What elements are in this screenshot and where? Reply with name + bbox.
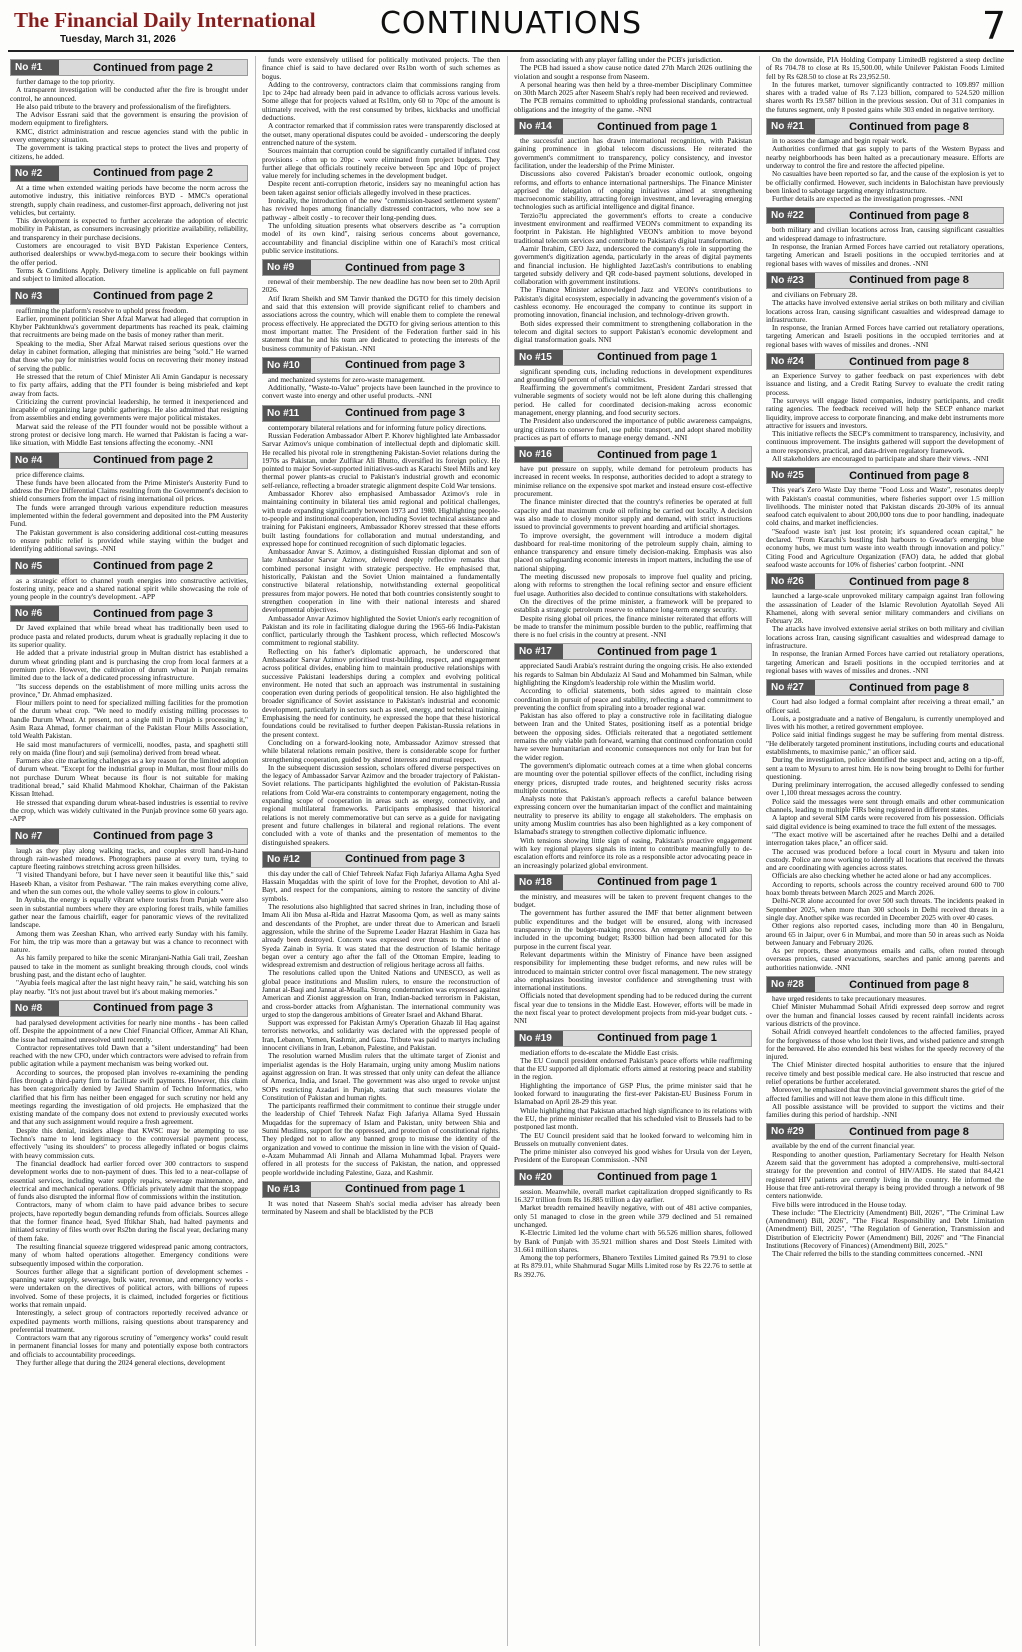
column-divider bbox=[507, 56, 508, 1646]
story-header bbox=[766, 679, 1004, 696]
story-paragraph: All possible assistance will be provided to support the victims and their families during this period of hardship. -NNI bbox=[766, 1101, 1004, 1120]
story-paragraph: The resolutions called upon the United Nations and UNESCO, as well as global peace institutions and Muslim rulers, to ensure the reconstruction of Jannat al-Baqi and Jannat al-Mualla. Strong condemnation was expressed against American and Zionist aggression on Iran, Indian-backed terrorism in Pakistan, and cross-border attacks from Afghanistan. The international community was urged to stop the dangerous ambitions of Greater Israel and Akhand Bharat. bbox=[262, 968, 500, 1019]
story-paragraph: In response, the Iranian Armed Forces have carried out retaliatory operations, targeting American and Israeli positions in the occupied territories and at regional bases with waves of missiles and drones. -NNI bbox=[766, 323, 1004, 349]
story bbox=[514, 874, 752, 1026]
story-paragraph: These include: "The Electricity (Amendment) Bill, 2026", "The Criminal Law (Amendment) Bill, 2026", "The Fiscal Responsibility and Debt Limitation (Amendment) Bill, 2025", "The Regulation of Generation, Transmission and Distribution of Electricity Power (Amendment) Bill, 2026" and "The Financial Institutions (Recovery of Finances) (Amendment) Bill, 2025." bbox=[766, 1207, 1004, 1251]
story-paragraph: While highlighting that Pakistan attached high significance to its relations with the EU, the prime minister recalled that his scheduled visit to Brussels had to be postponed last month. bbox=[514, 1105, 752, 1132]
story-paragraph: Responding to another question, Parliamentary Secretary for Health Nelson Azeem said that the government has adopted a comprehensive, multi-sectoral strategy for the prevention and control of HIV/AIDS. He stated that 84,421 registered HIV patients are currently living in the country. He informed the House that free anti-retroviral therapy is being provided through a network of 98 centers nationwide. bbox=[766, 1149, 1004, 1201]
story bbox=[766, 207, 1004, 267]
story-paragraph: Police said the messages were sent through emails and other communication channels, leading to multiple FIRs being registered in different states. bbox=[766, 796, 1004, 815]
story-paragraph: Court had also lodged a formal complaint after receiving a threat email," an officer said. bbox=[766, 697, 1004, 715]
continued-label: Continued from page 3 bbox=[345, 359, 465, 372]
story-number: No #1 bbox=[11, 60, 59, 75]
story-paragraph: A personal hearing was then held by a three-member Disciplinary Committee on 30th March 2025 after Naseem Shah's reply had been received and reviewed. bbox=[514, 79, 752, 98]
story-number: No #4 bbox=[11, 453, 59, 468]
story-paragraph: At a time when extended waiting periods have become the norm across the automotive industry, this initiative reinforces BYD - MMC's operational strength, supply chain readiness, and customer-first approach, delivering not just vehicles, but certainty. bbox=[10, 182, 248, 217]
story-paragraph: Contractors warn that any rigorous scrutiny of "emergency works" could result in permanent financial losses for many and potentially expose both contractors and officials to accountability proceedings. bbox=[10, 1333, 248, 1359]
story-paragraph: Ambassador Anvar S. Azimov, a distinguished Russian diplomat and son of late Ambassador Sarvar Azimov, delivered deeply reflective remarks that combined personal insight with strategic perspective. He emphasised that, historically, Pakistan and the Soviet Union maintained a fundamentally constructive bilateral relationship, notwithstanding external geopolitical pressures from major powers. He noted that both countries consistently sought to strengthen cooperation in line with their national interests and shared developmental objectives. bbox=[262, 547, 500, 615]
story-paragraph: Both sides expressed their commitment to strengthening collaboration in the telecom and digital sectors to support Pakistan's economic development and digital transformation goals. NNI bbox=[514, 318, 752, 345]
story-paragraph: Discussions also covered Pakistan's broader economic outlook, ongoing reforms, and efforts to enhance international partnerships. The Finance Minister apprised the delegation of ongoing initiatives aimed at strengthening macroeconomic stability, attracting foreign investment, and leveraging emerging technologies such as artificial intelligence and digital finance. bbox=[514, 169, 752, 212]
story-paragraph: This development is expected to further accelerate the adoption of electric mobility in Pakistan, as consumers increasingly prioritize availability, reliability, and transparency in their purchase decisions. bbox=[10, 216, 248, 242]
story-number: No #18 bbox=[515, 875, 563, 890]
story-paragraph: The PCB remains committed to upholding professional standards, contractual obligations and the integrity of the game. -NNI bbox=[514, 96, 752, 114]
story-paragraph: He said most manufacturers of vermicelli, noodles, pasta, and spaghetti still rely on maida (fine flour) and suji (semolina) derived from bread wheat. bbox=[10, 739, 248, 757]
continued-label: Continued from page 8 bbox=[849, 1125, 969, 1138]
story-paragraph: Pakistan has also offered to play a constructive role in facilitating dialogue between Iran and the United States, positioning itself as a potential bridge between the opposing sides. Officials reiterated that a negotiated settlement remains the only viable path forward, warning that continued confrontation could have severe humanitarian and economic consequences not only for Iran but for the wider region. bbox=[514, 711, 752, 762]
continued-label: Continued from page 2 bbox=[93, 454, 213, 467]
story-header bbox=[10, 828, 248, 845]
story-paragraph: The participants reaffirmed their commitment to continue their struggle under the leadership of Chief Tehreek Nafaz Fiqh Jafariya Allama Syed Hussain Muqaddas for the supremacy of Islam and Pakistan, unity between Shia and Sunni Muslims, support for the oppressed, and protection of constitutional rights. They pledged not to allow any banned group to misuse the identity of the organization and vowed to continue the mission in line with the vision of Quaid-e-Azam Muhammad Ali Jinnah and Allama Muhammad Iqbal. Prayers were offered in all protests for the success of Pakistan, the nation, and oppressed people worldwide including Palestine, Gaza, and Kashmir. bbox=[262, 1101, 500, 1177]
continued-label: Continued from page 8 bbox=[849, 978, 969, 991]
story-header bbox=[514, 1169, 752, 1186]
story-paragraph: As his family prepared to hike the scenic Miranjani-Nathia Gali trail, Zeeshan paused to take in the moment as sunlight breaking through clouds, cool winds brushing past, and the distant echo of laughter. bbox=[10, 953, 248, 980]
story-paragraph: The surveys will engage listed companies, industry participants, and credit rating agencies. The feedback received will help the SECP enhance market liquidity, improve access to corporate financing, and make debt instruments more attractive for issuers and investors. bbox=[766, 395, 1004, 430]
story-paragraph: Delhi-NCR alone accounted for over 500 such threats. The incidents peaked in September 2025, when more than 300 schools in Delhi received threats in a single day. Another spike was recorded in December 2025 with over 40 cases. bbox=[766, 896, 1004, 922]
story-paragraph: The attacks have involved extensive aerial strikes on both military and civilian locations across Iran, causing significant casualties and widespread damage to infrastructure. bbox=[766, 298, 1004, 324]
continued-label: Continued from page 3 bbox=[93, 607, 213, 620]
story bbox=[10, 59, 248, 161]
story-number: No #17 bbox=[515, 644, 563, 659]
story bbox=[514, 56, 752, 114]
continued-label: Continued from page 1 bbox=[597, 120, 717, 133]
story bbox=[10, 605, 248, 823]
story-number: No #6 bbox=[11, 606, 59, 621]
story-paragraph: The EU Council president said that he looked forward to welcoming him in Brussels on mutually convenient dates. bbox=[514, 1130, 752, 1148]
story-header bbox=[766, 1123, 1004, 1140]
story-paragraph: this day under the call of Chief Tehreek Nafaz Fiqh Jafariya Allama Agha Syed Hassain Muqaddas with the spirit of love for the Prophet, devotion to Ahl al-Bayt, and respect for the companions, aiming to restore the sanctity of divine symbols. bbox=[262, 868, 500, 903]
story-paragraph: Authorities confirmed that gas supply to parts of the Western Bypass and nearby neighborhoods has been halted as a precautionary measure. Efforts are underway to control the fire and restore the affected pipeline. bbox=[766, 144, 1004, 170]
story-paragraph: Relevant departments within the Ministry of Finance have been assigned responsibility for implementing these budget reforms, and new rules will be introduced to maintain stricter control over fiscal management. The new strategy also emphasizes boosting investor confidence and strengthening trust with international institutions. bbox=[514, 949, 752, 993]
story-paragraph: Additionally, "Waste-to-Value" projects have been launched in the province to convert waste into energy and other useful products. -NNI bbox=[262, 383, 500, 401]
story-paragraph: The government has further assured the IMF that better alignment between public expenditures and the budget will be ensured, along with increased transparency in the budget-making process. An emergency fund will also be included in the upcoming budget; Rs300 billion had been allocated for this purpose in the current fiscal year. bbox=[514, 908, 752, 951]
story-paragraph: Louis, a postgraduate and a native of Bengaluru, is currently unemployed and lives with his mother, a retired government employee. bbox=[766, 713, 1004, 732]
story-number: No #9 bbox=[263, 260, 311, 275]
story-paragraph: Contractors, many of whom claim to have paid advance bribes to secure projects, have reportedly begun demanding refunds from officials. Sources allege that the former finance head, Syed Iftikhar Shah, had halted payments and initiated scrutiny of files worth over Rs2bn during the fiscal year, declaring many of them fake. bbox=[10, 1200, 248, 1243]
continued-label: Continued from page 2 bbox=[93, 290, 213, 303]
continued-label: Continued from page 1 bbox=[345, 1183, 465, 1196]
story-paragraph: Reflecting on his father's diplomatic approach, he underscored that Ambassador Sarvar Azimov prioritised trust-building, respect, and engagement across political divides, enabling him to maintain productive relationships with successive Pakistani leaderships during a complex and evolving political environment. He noted that such an approach was instrumental in sustaining cooperation even during periods of geopolitical tension. He also highlighted the broader significance of Soviet assistance to Pakistan's industrial and economic development, particularly in sectors such as steel, energy, and technical training. Emphasising the need for continuity, he expressed the hope that these historical foundations could be revitalised to further deepen Pakistan-Russia relations in the present context. bbox=[262, 646, 500, 739]
story bbox=[514, 643, 752, 869]
story bbox=[766, 467, 1004, 569]
story-header bbox=[10, 1000, 248, 1017]
story-header bbox=[10, 558, 248, 575]
story-number: No #7 bbox=[11, 829, 59, 844]
story-paragraph: This year's Zero Waste Day theme "Food Loss and Waste", resonates deeply with Pakistan's coastal communities, where fisheries support over 1.5 million livelihoods. The minister noted that Pakistan discards 20-30% of its annual seafood catch equivalent to about 200,000 tons due to poor handling, inadequate cold chains, and market inefficiencies. bbox=[766, 485, 1004, 528]
story-header bbox=[766, 573, 1004, 590]
story-number: No #27 bbox=[767, 680, 815, 695]
story-number: No #22 bbox=[767, 208, 815, 223]
story-number: No #15 bbox=[515, 350, 563, 365]
story-paragraph: According to reports, schools across the country received around 600 to 700 hoax bomb threats between March 2025 and March 2026. bbox=[766, 879, 1004, 898]
continued-label: Continued from page 8 bbox=[849, 120, 969, 133]
story-paragraph: further damage to the top priority. bbox=[16, 77, 115, 86]
column-4 bbox=[766, 56, 1004, 1646]
columns-container bbox=[10, 56, 1012, 1646]
story-paragraph: The accused was produced before a local court in Mysuru and taken into custody. Police are now working to identify all locations that received the threats and are coordinating with agencies across states. bbox=[766, 846, 1004, 873]
story-paragraph: price difference claims. bbox=[16, 469, 85, 479]
story-paragraph: Sources maintain that corruption could be significantly curtailed if inflated cost provisions - often up to 20pc - were eliminated from project budgets. They further allege that officials routinely receive between 5pc and 10pc of project value merely for including schemes in the development budget. bbox=[262, 146, 500, 181]
continued-label: Continued from page 3 bbox=[345, 853, 465, 866]
continued-label: Continued from page 3 bbox=[93, 830, 213, 843]
continued-label: Continued from page 8 bbox=[849, 209, 969, 222]
story-header bbox=[766, 118, 1004, 135]
story bbox=[10, 288, 248, 448]
story-paragraph: The finance minister directed that the country's refineries be operated at full capacity and that maximum crude oil refining be carried out locally. A decision was also made to closely monitor supply and demand, with strict instructions issued to provincial governments to prevent hoarding and artificial shortages. bbox=[514, 497, 752, 532]
story bbox=[10, 165, 248, 284]
story-number: No #24 bbox=[767, 354, 815, 369]
story-paragraph: Speaking to the media, Sher Afzal Marwat raised serious questions over the delay in cabinet formation, alleging that ministries are being "sold." He warned that those who pay for ministries would focus on recovering their money instead of serving the public. bbox=[10, 338, 248, 373]
story-paragraph: in to assess the damage and begin repair work. bbox=[772, 136, 908, 146]
story-paragraph: According to official statements, both sides agreed to maintain close coordination in pursuit of peace and stability, reflecting a shared commitment to preventing the conflict from spiraling into a broader regional war. bbox=[514, 686, 752, 712]
story-header bbox=[766, 976, 1004, 993]
story bbox=[514, 118, 752, 344]
story-paragraph: renewal of their membership. The new deadline has now been set to 20th April 2026. bbox=[262, 277, 500, 295]
story bbox=[766, 573, 1004, 675]
story-number: No #3 bbox=[11, 289, 59, 304]
story bbox=[766, 1123, 1004, 1258]
story-header bbox=[514, 1030, 752, 1047]
issue-date: Tuesday, March 31, 2026 bbox=[60, 34, 176, 45]
story-paragraph: Analysts note that Pakistan's approach reflects a careful balance between expressing concern over the humanitarian impact of the conflict and maintaining neutrality to preserve its ability to engage all stakeholders. The emphasis on unity among Muslim countries has also been highlighted as a key component of Islamabad's strategy to strengthen collective diplomatic influence. bbox=[514, 794, 752, 837]
story-paragraph: K-Electric Limited led the volume chart with 56.526 million shares, followed by Bank of Punjab with 35.921 million shares and Dost Steels Limited with 31.661 million shares. bbox=[514, 1228, 752, 1254]
story-paragraph: The Chair referred the bills to the standing committees concerned. -NNI bbox=[772, 1249, 983, 1259]
story-header bbox=[10, 452, 248, 469]
story-paragraph: During preliminary interrogation, the accused allegedly confessed to sending over 1,100 threat messages across the country. bbox=[766, 780, 1004, 798]
story-paragraph: The Pakistan government is also considering additional cost-cutting measures to ensure public relief is provided while staying within the budget and identifying additional savings. -NNI bbox=[10, 527, 248, 554]
story-paragraph: Further details are expected as the investigation progresses. -NNI bbox=[772, 194, 963, 204]
story-paragraph: launched a large-scale unprovoked military campaign against Iran following the assassination of Leader of the Islamic Revolution Ayatollah Seyed Ali Khamenei, along with several senior military commanders and civilians on February 28. bbox=[766, 591, 1004, 626]
story bbox=[766, 976, 1004, 1119]
story-paragraph: This initiative reflects the SECP's commitment to transparency, inclusivity, and continuous improvement. The insights gathered will support the development of a more responsive, practical, and data-driven regulatory framework. bbox=[766, 429, 1004, 455]
story-paragraph: and civilians on February 28. bbox=[772, 289, 858, 299]
story-paragraph: The resulting financial squeeze triggered widespread panic among contractors, many of whom halted operations altogether. Emergency conditions were subsequently imposed within the corporation. bbox=[10, 1241, 248, 1268]
story-header bbox=[514, 446, 752, 463]
story-number: No #28 bbox=[767, 977, 815, 992]
story-paragraph: Terms & Conditions Apply. Delivery timeline is applicable on full payment and subject to limited allocation. bbox=[10, 265, 248, 284]
story-paragraph: He added that a private industrial group in Multan district has established a durum wheat grinding plant and is purchasing the crop from local farmers at a premium price. However, the cultivation of durum wheat in Punjab remains limited due to the lack of a dedicated processing infrastructure. bbox=[10, 648, 248, 683]
story-paragraph: Ambassador Khorev also emphasised Ambassador Azimov's role in maintaining continuity in bilateral ties amid regional and political challenges, with trade expanding significantly between 1973 and 1980. Highlighting people-to-people and institutional cooperation, including Soviet technical assistance and training for Pakistani engineers, Ambassador Khorev stressed that these efforts built lasting foundations for collaboration and mutual understanding, and expressed hope for continued recognition of such diplomatic legacies. bbox=[262, 489, 500, 548]
story-paragraph: In Ayubia, the energy is equally vibrant where tourists from Punjab were also seen in substantial numbers where they are exploring forest trails, while families gather near the famous chairlift, eager for panoramic views of the revitalized landscape. bbox=[10, 895, 248, 930]
story-number: No #23 bbox=[767, 273, 815, 288]
continued-label: Continued from page 1 bbox=[597, 448, 717, 461]
story-number: No #10 bbox=[263, 358, 311, 373]
story bbox=[262, 259, 500, 353]
story-paragraph: The attacks have involved extensive aerial strikes on both military and civilian locations across Iran, causing significant casualties and widespread damage to infrastructure. bbox=[766, 624, 1004, 651]
story-paragraph: Highlighting the importance of GSP Plus, the prime minister said that he looked forward to inaugurating the first-ever Pakistan-EU Business Forum in Islamabad on April 28-29 this year. bbox=[514, 1080, 752, 1107]
story-paragraph: appreciated Saudi Arabia's restraint during the ongoing crisis. He also extended his regards to Salman bin Abdulaziz Al Saud and Mohammed bin Salman, while highlighting the Kingdom's leadership role within the Muslim world. bbox=[514, 661, 752, 687]
story-paragraph: Concluding on a forward-looking note, Ambassador Azimov stressed that while bilateral relations remain positive, there is considerable scope for further strengthening cooperation, guided by shared interests and mutual respect. bbox=[262, 737, 500, 764]
story-paragraph: Among them was Zeeshan Khan, who arrived early Sunday with his family. For him, the trip was more than a getaway but was a chance to reconnect with nature. bbox=[10, 928, 248, 955]
continued-label: Continued from page 8 bbox=[849, 469, 969, 482]
story-header bbox=[514, 874, 752, 891]
masthead bbox=[8, 6, 1014, 52]
story-paragraph: "Seafood waste isn't just lost protein; it's squandered ocean capital," he declared. "From Karachi's bustling fish harbours to Gwadar's emerging blue economy hubs, we must turn waste into wealth through innovation and policy." Citing Food and Agriculture Organization (FAO) data, he added that global seafood waste accounts for 10% of fisheries' carbon footprint. -NNI bbox=[766, 526, 1004, 569]
story bbox=[10, 828, 248, 996]
story-header bbox=[262, 357, 500, 374]
story-paragraph: During the investigation, police identified the suspect and, acting on a tip-off, sent a team to Mysuru to arrest him. He is now being brought to Delhi for further questioning. bbox=[766, 755, 1004, 781]
story-paragraph: Other regions also reported cases, including more than 40 in Bengaluru, around 65 in Jaipur, over 6 in Mumbai, and more than 50 in areas such as Noida between January and February 2026. bbox=[766, 921, 1004, 947]
story-paragraph: Sources further allege that a significant portion of development schemes - spanning water supply, sewerage, bulk water, revenue, and emergency works - were undertaken on the directives of political actors, with billions of rupees involved. Some of these projects, it is claimed, included forgeries or fictitious works that remain unpaid. bbox=[10, 1266, 248, 1309]
story-paragraph: As per reports, these anonymous emails and calls, often routed through overseas proxies, caused evacuations, searches and panic among parents and authorities nationwide. -NNI bbox=[766, 946, 1004, 972]
column-divider bbox=[759, 56, 760, 1646]
story-paragraph: Ambassador Anvar Azimov highlighted the Soviet Union's early recognition of Pakistan and its role in facilitating dialogue during the 1965-66 India-Pakistan conflict, particularly through the Tashkent process, which reflected Moscow's commitment to regional stability. bbox=[262, 613, 500, 648]
story bbox=[514, 1169, 752, 1279]
story-paragraph: It was noted that Naseem Shah's social media adviser has already been terminated by Naseem and shall be blacklisted by the PCB bbox=[262, 1198, 500, 1217]
story-number: No #13 bbox=[263, 1182, 311, 1197]
story bbox=[262, 56, 500, 255]
story-header bbox=[766, 272, 1004, 289]
story-paragraph: The financial deadlock had earlier forced over 300 contractors to suspend development works due to non-payment of dues. This led to a near-collapse of essential services, including water supply repairs, sewerage maintenance, and electrical and mechanical operations. Officials privately admit that the stoppage of funds also disrupted the informal flow of commissions within the institution. bbox=[10, 1158, 248, 1202]
story-paragraph: session. Meanwhile, overall market capitalization dropped significantly to Rs 16.327 trillion from Rs 16.885 trillion a day earlier. bbox=[514, 1186, 752, 1205]
story-paragraph: Sohail Afridi conveyed heartfelt condolences to the affected families, prayed for the forgiveness of those who lost their lives, and wished patience and strength for the bereaved. He also extended his best wishes for the speedy recovery of the injured. bbox=[766, 1027, 1004, 1062]
story-paragraph: According to sources, the proposed plan involves re-examining the pending files through a third-party firm to facilitate swift payments. However, this claim has been categorically denied by Javed Shamim of Techno Informatics, who clarified that his firm has neither been engaged for such scrutiny nor held any meetings regarding the investigation of old projects. He emphasized that the existing mandate of the company does not extend to previously executed works and that any such assignment would require a fresh agreement. bbox=[10, 1067, 248, 1127]
column-1 bbox=[10, 56, 248, 1646]
story-paragraph: In the subsequent discussion session, scholars offered diverse perspectives on the legacy of Ambassador Sarvar Azimov and the broader trajectory of Pakistan-Soviet relations. The participants highlighted the evolution of Pakistan-Russia relations from Cold War-era constraints to contemporary engagement, noting the expanding scope of cooperation in areas such as energy, connectivity, and regional multilateral frameworks. Participants emphasised that historical relations is not merely commemorative but can serve as a guide for navigating present and future challenges in bilateral and regional relations. The event concluded with a vote of thanks and the presentation of mementos to the distinguished speakers. bbox=[262, 762, 500, 847]
page-number: 7 bbox=[981, 4, 1006, 48]
story-paragraph: Market breadth remained heavily negative, with out of 481 active companies, only 51 managed to close in the green while 379 declined and 51 remained unchanged. bbox=[514, 1203, 752, 1229]
story-header bbox=[10, 605, 248, 622]
story-paragraph: the successful auction has drawn international recognition, with Pakistan gaining prominence in global telecom discussions. He reiterated the government's commitment to transparency, policy consistency, and investor facilitation, under the leadership of the Prime Minister. bbox=[514, 136, 752, 170]
story-paragraph: The unfolding situation presents what observers describe as "a corruption model of its own kind", raising serious concerns about governance, accountability and financial discipline within one of Karachi's most critical public service institutions. bbox=[262, 220, 500, 255]
story-paragraph: On the directives of the prime minister, a framework will be prepared to establish a strategic petroleum reserve to enhance long-term energy security. bbox=[514, 596, 752, 615]
story-header bbox=[766, 353, 1004, 370]
continued-label: Continued from page 8 bbox=[849, 274, 969, 287]
story-paragraph: The President also underscored the importance of public awareness campaigns, urging citizens to conserve fuel, use public transport, and adopt shared mobility practices as part of efforts to manage energy demand. -NNI bbox=[514, 416, 752, 442]
story-paragraph: KMC, district administration and rescue agencies stand with the public in every emergency situation. bbox=[10, 126, 248, 145]
story-paragraph: Among the top performers, Bhanero Textiles Limited gained Rs 79.91 to close at Rs 879.01, while Shahmurad Sugar Mills Limited rose by Rs 22.76 to settle at Rs 392.76. bbox=[514, 1253, 752, 1279]
story-paragraph: Earlier, prominent politician Sher Afzal Marwat had alleged that corruption in Khyber Pakhtunkhwa's government departments has reached its peak, claiming that recruitments are being made on the basis of money rather than merit. bbox=[10, 313, 248, 340]
continued-label: Continued from page 8 bbox=[849, 575, 969, 588]
story-paragraph: These funds have been allocated from the Prime Minister's Austerity Fund to address the Price Differential Claims resulting from the Government's decision to shield consumers from the impact of rising international oil prices. bbox=[10, 477, 248, 504]
section-title: CONTINUATIONS bbox=[379, 6, 643, 41]
story-paragraph: Officials are also checking whether he acted alone or had any accomplices. bbox=[772, 871, 992, 881]
story-paragraph: A laptop and several SIM cards were recovered from his possession. Officials said digital evidence is being examined to trace the full extent of the messages. bbox=[766, 813, 1004, 831]
story-paragraph: Support was expressed for Pakistan Army's Operation Ghazab lil Haq against terrorists networks, and solidarity was declared with the oppressed people of Iran, Lebanon, Yemen, Kashmir, and Gaza. Tribute was paid to martyrs including innocent civilians in Iran, Lebanon, Palestine, and Pakistan. bbox=[262, 1018, 500, 1053]
story-paragraph: The EU Council president endorsed Pakistan's peace efforts while reaffirming that the EU supported all diplomatic efforts aimed at restoring peace and stability in the region. bbox=[514, 1055, 752, 1082]
story-paragraph: All stakeholders are encouraged to participate and share their views. -NNI bbox=[772, 453, 989, 463]
story bbox=[766, 118, 1004, 203]
story-number: No #2 bbox=[11, 166, 59, 181]
story-paragraph: as a strategic effort to channel youth energies into constructive activities, fostering unity, peace and a shared national spirit while showcasing the role of young people in the country's development. -APP bbox=[10, 575, 248, 602]
story bbox=[262, 851, 500, 1177]
story bbox=[766, 272, 1004, 349]
story-paragraph: To improve oversight, the government will introduce a modern digital dashboard for real-time monitoring of the petroleum supply chain, aiming to enhance transparency and ensure timely decision-making. Emphasis was also placed on safeguarding economic interests in import matters, including the use of national shipping. bbox=[514, 530, 752, 573]
story-paragraph: A contractor remarked that if commission rates were transparently disclosed at the outset, many operational disputes could be avoided - underscoring the deeply entrenched nature of the system. bbox=[262, 121, 500, 147]
continued-label: Continued from page 1 bbox=[597, 645, 717, 658]
story-paragraph: Despite this denial, insiders allege that KWSC may be attempting to use Techno's name to lend legitimacy to the controversial payment process, effectively "using its shoulders" to process allegedly inflated or bogus claims with heavy commission cuts. bbox=[10, 1125, 248, 1160]
story-number: No #14 bbox=[515, 119, 563, 134]
story-header bbox=[766, 207, 1004, 224]
story-paragraph: Contractor representatives told Dawn that a "silent understanding" had been reached with the new CFO, under which contractors were advised to refrain from public agitation while a payment mechanism was being worked out. bbox=[10, 1042, 248, 1069]
story-header bbox=[514, 118, 752, 135]
story-paragraph: Criticizing the current provincial leadership, he termed it inexperienced and incapable of organizing large public gatherings. He also admitted that resigning from assemblies and ending governments were major political mistakes. bbox=[10, 396, 248, 423]
story-paragraph: The resolutions also highlighted that sacred shrines in Iran, including those of Imam Ali ibn Musa al-Rida and Hazrat Masooma Qom, as well as many saints and descendants of the Prophet, are under threat due to American and Israeli aggression, while the shrine of the Supreme Leader Hazrat Hashim in Gaza has already been destroyed. Concern was expressed over threats to the shrine of Syeda Zainab in Syria. It was stated that the destruction of Islamic heritage began over a century ago after the fall of the Ottoman Empire, leading to widespread extremism and destruction of religious heritage across all faiths. bbox=[262, 902, 500, 970]
story-paragraph: The Finance Minister acknowledged Jazz and VEON's contributions to Pakistan's digital ecosystem, especially in advancing the government's vision of a cashless economy. He encouraged the company to continue its support in promoting innovation, financial inclusion, and technology-driven growth. bbox=[514, 285, 752, 320]
continued-label: Continued from page 1 bbox=[597, 1032, 717, 1045]
story-header bbox=[514, 349, 752, 366]
story-number: No #16 bbox=[515, 447, 563, 462]
story bbox=[262, 357, 500, 401]
story-number: No #20 bbox=[515, 1170, 563, 1185]
story-paragraph: Russian Federation Ambassador Albert P. Khorev highlighted late Ambassador Sarvar Azimov's unique combination of intellectual depth and diplomatic skill. He recalled his pivotal role in strengthening Pakistan-Soviet relations during the 1970s as Pakistan, under Zulfikar Ali Bhutto, diversified its foreign policy. He pointed to major Soviet-supported initiatives-such as Karachi Steel Mills and key thermal power plants-as crucial to Pakistan's industrial growth and economic self-reliance, reflecting a broader strategic alignment despite Cold War tensions. bbox=[262, 430, 500, 490]
story-paragraph: The government is taking practical steps to protect the lives and property of citizens, he added. bbox=[10, 143, 248, 161]
story-paragraph: The meeting discussed new proposals to improve fuel quality and pricing, along with reforms to strengthen the local refining sector and ensure efficient fuel usage. Authorities also decided to continue consultations with stakeholders. bbox=[514, 572, 752, 598]
story-paragraph: Reaffirming the government's commitment, President Zardari stressed that vulnerable segments of society would not be left alone during this challenging period. He called for coordinated decision-making across economic management, energy planning, and food security sectors. bbox=[514, 383, 752, 417]
story-paragraph: have put pressure on supply, while demand for petroleum products has increased in recent weeks. In response, authorities decided to adopt a strategy to minimise reliance on the expensive spot market and instead ensure cost-effective procurement. bbox=[514, 464, 752, 499]
story-number: No #25 bbox=[767, 468, 815, 483]
story-paragraph: Police said initial findings suggest he may be suffering from mental distress. "He deliberately targeted prominent institutions, including courts and educational establishments, to maximise panic," an officer said. bbox=[766, 730, 1004, 756]
story-paragraph: available by the end of the current financial year. bbox=[772, 1141, 915, 1151]
story-paragraph: from associating with any player falling under the PCB's jurisdiction. bbox=[520, 56, 723, 64]
story-paragraph: had paralysed development activities for nearly nine months - has been called off. Despite the appointment of a new Chief Financial Officer, Ammar Ali Khan, the issue had remained unresolved until recently. bbox=[10, 1017, 248, 1044]
story-paragraph: The Advisor Essrani said that the government is ensuring the provision of modern equipment to firefighters. bbox=[10, 110, 248, 128]
story-header bbox=[262, 405, 500, 422]
story-paragraph: A transparent investigation will be conducted after the fire is brought under control, he announced. bbox=[10, 85, 248, 103]
story-paragraph: Terzio?lu appreciated the government's efforts to create a conducive investment environment and reaffirmed VEON's commitment to expanding its footprint in Pakistan. He highlighted VEON's ambition to move beyond traditional telecom services and contribute to Pakistan's digital transformation. bbox=[514, 210, 752, 245]
story-paragraph: laugh as they play along walking tracks, and couples stroll hand-in-hand through rain-washed meadows. Photographers pause at every turn, trying to capture fleeting rainbows stretching across green hillsides. bbox=[10, 845, 248, 872]
story-paragraph: Interestingly, a select group of contractors reportedly received advance or expedited payments worth millions, raising questions about transparency and preferential treatment. bbox=[10, 1308, 248, 1334]
story bbox=[514, 1030, 752, 1165]
story-paragraph: He stressed that the return of Chief Minister Ali Amin Gandapur is necessary to fix party affairs, adding that the PTI founder is being misbriefed and kept away from facts. bbox=[10, 371, 248, 398]
story-paragraph: contemporary bilateral relations and for informing future policy directions. bbox=[268, 422, 487, 432]
story-paragraph: The resolution warned Muslim rulers that the ultimate target of Zionist and imperialist agendas is the Holy Haramain, urging unity among Muslim nations against aggression on Iran. It was stressed that only unity can defeat the alliance of America, India, and Israel. The government was also urged to revoke unjust SOPs restricting Azadari in Punjab, stating that such measures violate the Constitution of Pakistan and human rights. bbox=[262, 1051, 500, 1102]
story-paragraph: Chief Minister Muhammad Sohail Afridi expressed deep sorrow and regret over the human and financial losses caused by recent rainfall incidents across various districts of the province. bbox=[766, 1002, 1004, 1028]
story-paragraph: In response, the Iranian Armed Forces have carried out retaliatory operations, targeting American and Israeli positions in the occupied territories and at regional bases with waves of missiles and drones. -NNI bbox=[766, 242, 1004, 268]
continued-label: Continued from page 1 bbox=[597, 1171, 717, 1184]
continued-label: Continued from page 2 bbox=[93, 61, 213, 74]
continued-label: Continued from page 3 bbox=[345, 407, 465, 420]
story-paragraph: "I visited Thandyani before, but I have never seen it beautiful like this," said Haseeb Khan, a visitor from Peshawar. "The rain makes everything come alive, and when the sun comes out, the whole valley seems to glow in colours." bbox=[10, 870, 248, 897]
story bbox=[10, 558, 248, 602]
story-paragraph: Farmers also cite marketing challenges as a key reason for the limited adoption of durum wheat. "Except for the industrial group in Multan, most flour mills do not purchase Durum Wheat because its flour is not suitable for making traditional bread," said Khalid Mahmood Khokhar, Chairman of the Pakistan Kissan Ittehad. bbox=[10, 756, 248, 799]
newspaper-name: The Financial Daily International bbox=[14, 8, 316, 32]
story-number: No #21 bbox=[767, 119, 815, 134]
story-paragraph: In response, the Iranian Armed Forces have carried out retaliatory operations, targeting American and Israeli positions in the occupied territories and at regional bases with waves of missiles and drones. -NNI bbox=[766, 649, 1004, 675]
story-paragraph: He stressed that expanding durum wheat-based industries is essential to revive the crop, which was widely cultivated in the Punjab province some 60 years ago. -APP bbox=[10, 797, 248, 824]
column-2 bbox=[262, 56, 500, 1646]
story-paragraph: an Experience Survey to gather feedback on past experiences with debt issuance and listing, and a Credit Rating Survey to evaluate the credit rating process. bbox=[766, 371, 1004, 397]
story-paragraph: The government's diplomatic outreach comes at a time when global concerns are mounting over the potential spillover effects of the conflict, including rising energy prices, disrupted trade routes, and heightened security risks across multiple countries. bbox=[514, 760, 752, 795]
story-number: No #26 bbox=[767, 574, 815, 589]
story-paragraph: The PCB had issued a show cause notice dated 27th March 2026 outlining the violation and sought a response from Naseem. bbox=[514, 63, 752, 81]
story-paragraph: Despite recent anti-corruption rhetoric, insiders say no meaningful action has been taken against senior officials allegedly involved in these practices. bbox=[262, 179, 500, 197]
story-header bbox=[10, 288, 248, 305]
story-paragraph: They further allege that during the 2024 general elections, development bbox=[16, 1358, 226, 1368]
story-paragraph: funds were extensively utilised for politically motivated projects. The then finance chief is said to have declared over Rs1bn worth of such schemes as bogus. bbox=[262, 56, 500, 81]
story-number: No #5 bbox=[11, 559, 59, 574]
story-paragraph: Marwat said the release of the PTI founder would not be possible without a strong protest or decisive long march. He warned that Pakistan is facing a war-like situation, with Middle East tensions affecting the economy. -NNI bbox=[10, 421, 248, 448]
story-paragraph: "The exact motive will be ascertained after he reaches Delhi and a detailed interrogation takes place," an officer said. bbox=[766, 829, 1004, 848]
story-number: No #8 bbox=[11, 1001, 59, 1016]
story-paragraph: have urged residents to take precautionary measures. bbox=[772, 994, 927, 1004]
story-header bbox=[10, 165, 248, 182]
story-header bbox=[262, 259, 500, 276]
story-paragraph: "Its success depends on the establishment of more milling units across the province," Dr. Ahmad emphasized. bbox=[10, 681, 248, 699]
story-paragraph: Despite rising global oil prices, the finance minister reiterated that efforts will be made to transfer the minimum possible burden to the public, reaffirming that there is no fuel crisis in the country at present. -NNI bbox=[514, 613, 752, 640]
story-header bbox=[766, 467, 1004, 484]
story-paragraph: On the downside, PIA Holding Company LimitedB registered a steep decline of Rs 704.78 to close at Rs 15,500.00, while Unilever Pakistan Foods Limited fell by Rs 628.50 to close at Rs 23,952.50. bbox=[766, 56, 1004, 81]
story-header bbox=[262, 1181, 500, 1198]
story-paragraph: and mechanized systems for zero-waste management. bbox=[268, 374, 425, 384]
masthead-rule bbox=[8, 50, 1014, 52]
story-paragraph: He also paid tribute to the bravery and professionalism of the firefighters. bbox=[16, 101, 231, 111]
story-paragraph: In the futures market, turnover significantly contracted to 109.897 million shares with a traded value of Rs 7.123 billion, compared to 524.520 million shares worth Rs 19.587 billion in the previous session. Out of 311 companies in the futures segment, only 8 posted gains while 303 ended in negative territory. bbox=[766, 79, 1004, 114]
story bbox=[766, 353, 1004, 463]
story bbox=[514, 446, 752, 639]
continued-label: Continued from page 8 bbox=[849, 681, 969, 694]
story-paragraph: Aamir Ibrahim, CEO Jazz, underscored the company's role in supporting the government's digitization agenda, particularly in the areas of digital payments and financial inclusion. He highlighted JazzCash's contributions to enabling targeted subsidy delivery and QR code-based payment solutions, developed in collaboration with government institutions. bbox=[514, 243, 752, 287]
continued-label: Continued from page 1 bbox=[597, 351, 717, 363]
story-paragraph: Ironically, the introduction of the new "commission-based settlement system" has revived hopes among financially distressed contractors, who now see a pathway - albeit costly - to recover their long-pending dues. bbox=[262, 196, 500, 222]
story-paragraph: Customers are encouraged to visit BYD Pakistan Experience Centers, authorised dealerships or www.byd-mega.com to secure their bookings within the offer period. bbox=[10, 241, 248, 267]
story-paragraph: Dr Javed explained that while bread wheat has traditionally been used to produce pasta and related products, durum wheat is gradually replacing it due to its superior quality. bbox=[10, 623, 248, 650]
story-header bbox=[262, 851, 500, 868]
story-number: No #29 bbox=[767, 1124, 815, 1139]
story-paragraph: The prime minister also conveyed his good wishes for Ursula von der Leyen, President of the European Commission. -NNI bbox=[514, 1147, 752, 1165]
story-paragraph: the ministry, and measures will be taken to prevent frequent changes to the budget. bbox=[514, 891, 752, 910]
story-paragraph: "Ayubia feels magical after the last night heavy rain," he said, watching his son play nearby. "It's not just about travel but it's about making memories." bbox=[10, 978, 248, 996]
story-paragraph: Five bills were introduced in the House today. bbox=[772, 1199, 907, 1209]
story-paragraph: Officials noted that development spending had to be reduced during the current fiscal year due to tensions in the Middle East. However, efforts will be made in the next fiscal year to protect development projects from mid-year budget cuts. -NNI bbox=[514, 991, 752, 1026]
story-number: No #11 bbox=[263, 406, 311, 421]
story bbox=[262, 1181, 500, 1217]
continued-label: Continued from page 2 bbox=[93, 167, 213, 180]
story-paragraph: Adding to the controversy, contractors claim that commissions ranging from 1pc to 24pc had already been paid in advance to officials across various levels. Some allege that for projects valued at Rs10m, only 60 to 70pc of the amount is ultimately received, with the rest consumed by bribes, kickbacks and unofficial deductions. bbox=[262, 79, 500, 123]
continued-label: Continued from page 8 bbox=[849, 355, 969, 368]
continued-label: Continued from page 2 bbox=[93, 560, 213, 573]
story-paragraph: both military and civilian locations across Iran, causing significant casualties and widespread damage to infrastructure. bbox=[766, 225, 1004, 243]
story bbox=[766, 679, 1004, 972]
story-paragraph: The Chief Minister directed hospital authorities to ensure that the injured receive timely and best possible medical care. He also instructed that rescue and relief operations be further accelerated. bbox=[766, 1060, 1004, 1086]
story-number: No #19 bbox=[515, 1031, 563, 1046]
story-paragraph: Moreover, he emphasized that the provincial government shares the grief of the affected families and will not leave them alone in this difficult time. bbox=[766, 1085, 1004, 1103]
story bbox=[262, 405, 500, 847]
story-paragraph: reaffirming the platform's resolve to uphold press freedom. bbox=[16, 305, 189, 315]
story-number: No #12 bbox=[263, 852, 311, 867]
story-paragraph: With tensions showing little sign of easing, Pakistan's proactive engagement with key regional players signals its intent to contribute meaningfully to de-escalation efforts and reinforce its role as a responsible actor advocating peace in an increasingly polarized global environment. bbox=[514, 835, 752, 870]
story bbox=[766, 56, 1004, 114]
column-divider bbox=[255, 56, 256, 1646]
story bbox=[514, 349, 752, 443]
story bbox=[10, 452, 248, 554]
story bbox=[10, 1000, 248, 1367]
story-paragraph: No casualties have been reported so far, and the cause of the explosion is yet to be officially confirmed. However, such incidents in Balochistan have previously been linked to sabotage targeting energy infrastructure. bbox=[766, 169, 1004, 195]
story-header bbox=[10, 59, 248, 76]
column-3 bbox=[514, 56, 752, 1646]
story-paragraph: mediation efforts to de-escalate the Middle East crisis. bbox=[520, 1047, 679, 1057]
story-paragraph: The funds were arranged through various expenditure reduction measures implemented within the federal government and deposited into the PM Austerity Fund. bbox=[10, 502, 248, 529]
continued-label: Continued from page 3 bbox=[345, 261, 465, 274]
continued-label: Continued from page 1 bbox=[597, 876, 717, 889]
story-paragraph: significant spending cuts, including reductions in development expenditures and grounding 60 percent of official vehicles. bbox=[514, 366, 752, 384]
continued-label: Continued from page 3 bbox=[93, 1002, 213, 1015]
story-header bbox=[514, 643, 752, 660]
story-paragraph: Flour millers point to need for specialized milling facilities for the promotion of the durum wheat crop. "We need to modify existing milling processes to handle Durum Wheat. At present, not a single mill in Punjab is processing it," Asim Raza Ahmad, former chairman of the Pakistan Flour Mills Association, told Wealth Pakistan. bbox=[10, 698, 248, 741]
story-paragraph: Atif Ikram Sheikh and SM Tanvir thanked the DGTO for this timely decision and said that this extension will provide significant relief to chambers and associations across the country, which will enable them to complete the renewal process effectively. He appreciated the DGTO for giving serious attention to this most important matter. The President of the Federation further said in his statement that he and his team are dedicated to protecting the interests of the business community of Pakistan. -NNI bbox=[262, 293, 500, 353]
